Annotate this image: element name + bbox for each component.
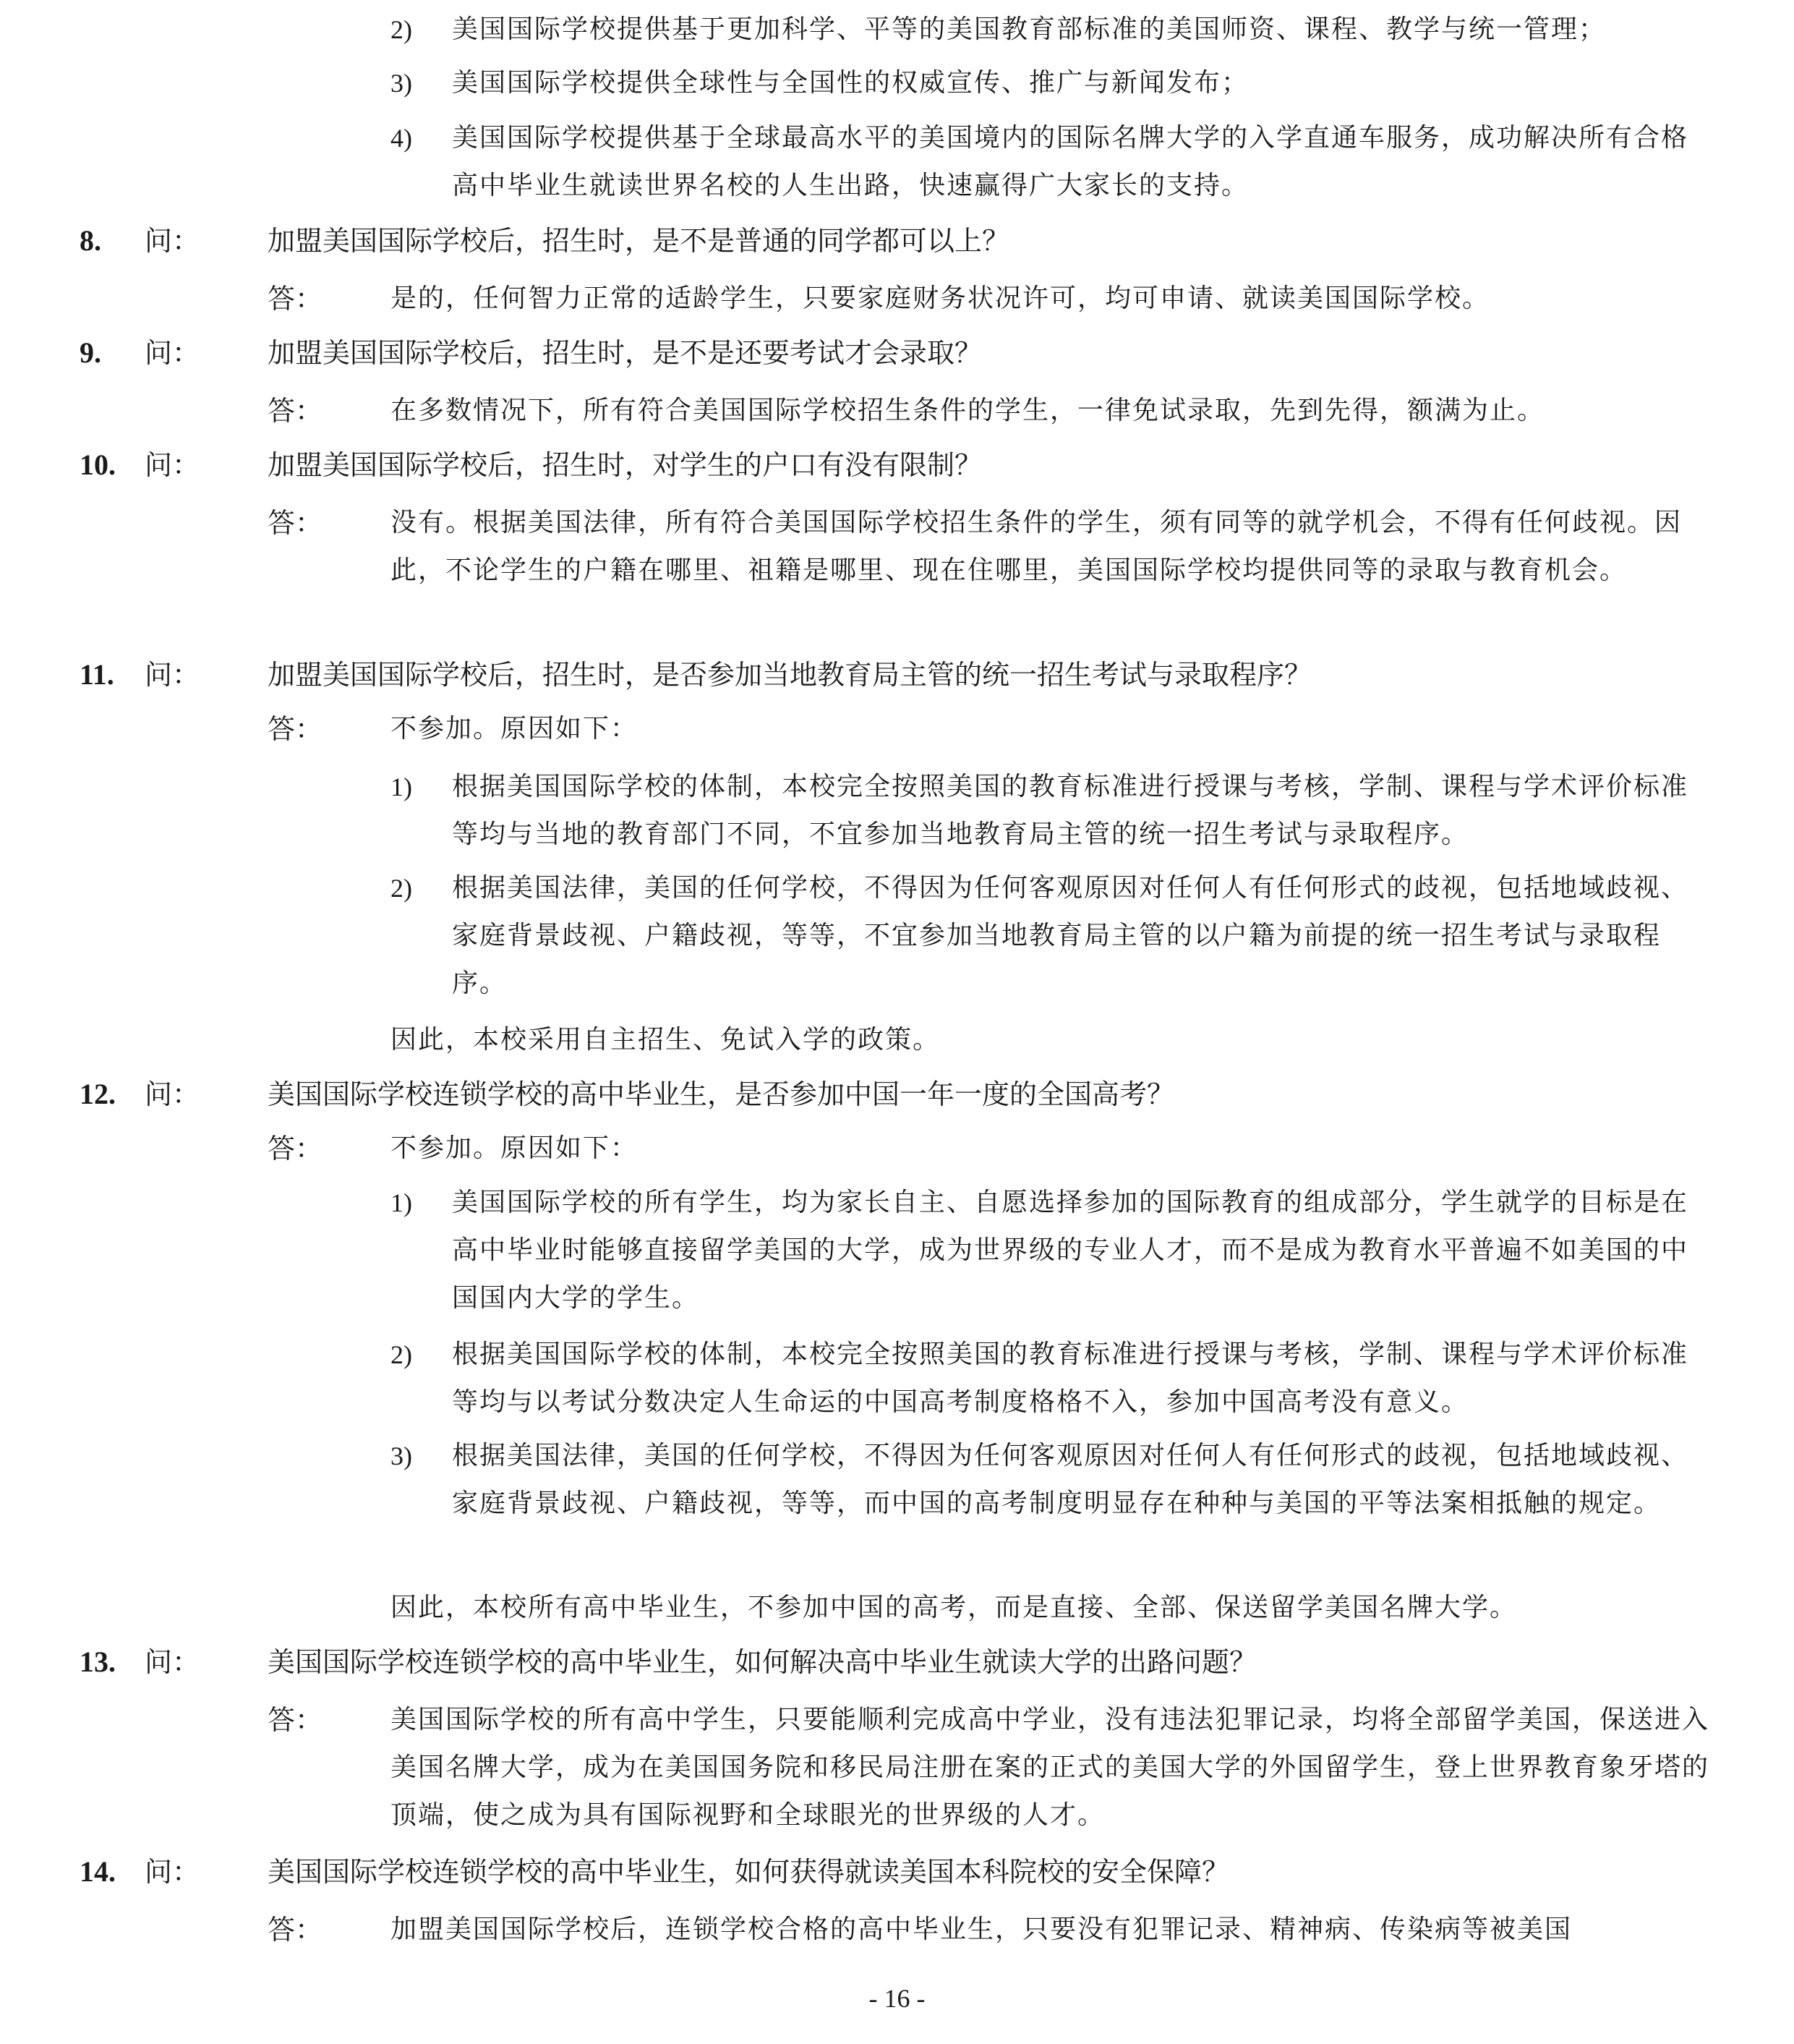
question-text: 加盟美国国际学校后，招生时，是不是还要考试才会录取？ — [268, 337, 983, 369]
conclusion-text: 因此，本校采用自主招生、免试入学的政策。 — [390, 1025, 941, 1055]
item-number: 2) — [390, 874, 412, 903]
question-number: 9. — [80, 336, 101, 369]
answer-label: 答： — [268, 507, 323, 539]
question-number: 14. — [80, 1855, 116, 1888]
question-text: 加盟美国国际学校后，招生时，是不是普通的同学都可以上？ — [268, 225, 1010, 257]
question-number: 10. — [80, 448, 116, 481]
item-number: 2) — [390, 1340, 412, 1369]
item-number: 3) — [390, 1442, 412, 1470]
item-text: 美国国际学校提供基于全球最高水平的美国境内的国际名牌大学的入学直通车服务，成功解决所有合格高中毕业生就读世界名校的人生出路，快速赢得广大家长的支持。 — [452, 123, 1689, 200]
item-number: 2) — [390, 15, 412, 44]
question-text: 加盟美国国际学校后，招生时，对学生的户口有没有限制？ — [268, 449, 983, 481]
item-number: 4) — [390, 124, 412, 153]
answer-text: 在多数情况下，所有符合美国国际学校招生条件的学生，一律免试录取，先到先得，额满为止。 — [390, 396, 1545, 425]
answer-text: 没有。根据美国法律，所有符合美国国际学校招生条件的学生，须有同等的就学机会，不得有任何歧视。因此，不论学生的户籍在哪里、祖籍是哪里、现在住哪里，美国国际学校均提供同等的录取与教育机会。 — [390, 508, 1683, 585]
item-text: 美国国际学校的所有学生，均为家长自主、自愿选择参加的国际教育的组成部分，学生就学的目标是在高中毕业时能够直接留学美国的大学，成为世界级的专业人才，而不是成为教育水平普遍不如美国的中国国内大学的学生。 — [452, 1188, 1689, 1313]
answer-text: 加盟美国国际学校后，连锁学校合格的高中毕业生，只要没有犯罪记录、精神病、传染病等被美国 — [390, 1915, 1573, 1944]
item-text: 根据美国国际学校的体制，本校完全按照美国的教育标准进行授课与考核，学制、课程与学术评价标准等均与当地的教育部门不同，不宜参加当地教育局主管的统一招生考试与录取程序。 — [452, 772, 1689, 849]
page-number: - 16 - — [868, 1984, 926, 2013]
question-number: 8. — [80, 224, 101, 257]
answer-label: 答： — [268, 395, 323, 427]
question-text: 美国国际学校连锁学校的高中毕业生，是否参加中国一年一度的全国高考？ — [268, 1078, 1175, 1110]
item-text: 根据美国国际学校的体制，本校完全按照美国的教育标准进行授课与考核，学制、课程与学术评价标准等均与以考试分数决定人生命运的中国高考制度格格不入，参加中国高考没有意义。 — [452, 1340, 1689, 1417]
answer-label: 答： — [268, 1914, 323, 1946]
answer-label: 答： — [268, 1704, 323, 1736]
answer-label: 答： — [268, 1133, 323, 1164]
answer-text: 不参加。原因如下： — [390, 1133, 638, 1163]
question-label: 问： — [145, 449, 200, 481]
item-text: 美国国际学校提供全球性与全国性的权威宣传、推广与新闻发布； — [452, 68, 1250, 98]
question-number: 11. — [80, 658, 114, 691]
answer-label: 答： — [268, 283, 323, 315]
question-label: 问： — [145, 1856, 200, 1888]
item-number: 1) — [390, 1188, 412, 1217]
conclusion-text: 因此，本校所有高中毕业生，不参加中国的高考，而是直接、全部、保送留学美国名牌大学。 — [390, 1593, 1518, 1622]
question-label: 问： — [145, 225, 200, 257]
answer-text: 是的，任何智力正常的适龄学生，只要家庭财务状况许可，均可申请、就读美国国际学校。 — [390, 284, 1490, 313]
question-label: 问： — [145, 1646, 200, 1678]
question-text: 美国国际学校连锁学校的高中毕业生，如何获得就读美国本科院校的安全保障？ — [268, 1856, 1230, 1888]
item-number: 1) — [390, 772, 412, 801]
item-number: 3) — [390, 69, 412, 98]
item-text: 美国国际学校提供基于更加科学、平等的美国教育部标准的美国师资、课程、教学与统一管理； — [452, 14, 1607, 44]
question-label: 问： — [145, 1078, 200, 1110]
question-label: 问： — [145, 337, 200, 369]
item-text: 根据美国法律，美国的任何学校，不得因为任何客观原因对任何人有任何形式的歧视，包括地域歧视、家庭背景歧视、户籍歧视，等等，不宜参加当地教育局主管的以户籍为前提的统一招生考试与录取程序。 — [452, 873, 1689, 998]
answer-text: 美国国际学校的所有高中学生，只要能顺利完成高中学业，没有违法犯罪记录，均将全部留学美国，保送进入美国名牌大学，成为在美国国务院和移民局注册在案的正式的美国大学的外国留学生，登上世界教育象牙塔的顶端，使之成为具有国际视野和全球眼光的世界级的人才。 — [390, 1705, 1710, 1830]
question-number: 12. — [80, 1078, 116, 1110]
answer-label: 答： — [268, 713, 323, 745]
question-label: 问： — [145, 659, 200, 691]
question-text: 加盟美国国际学校后，招生时，是否参加当地教育局主管的统一招生考试与录取程序？ — [268, 659, 1312, 691]
question-text: 美国国际学校连锁学校的高中毕业生，如何解决高中毕业生就读大学的出路问题？ — [268, 1646, 1257, 1678]
question-number: 13. — [80, 1645, 116, 1678]
item-text: 根据美国法律，美国的任何学校，不得因为任何客观原因对任何人有任何形式的歧视，包括地域歧视、家庭背景歧视、户籍歧视，等等，而中国的高考制度明显存在种种与美国的平等法案相抵触的规定。 — [452, 1441, 1689, 1518]
answer-text: 不参加。原因如下： — [390, 714, 638, 744]
